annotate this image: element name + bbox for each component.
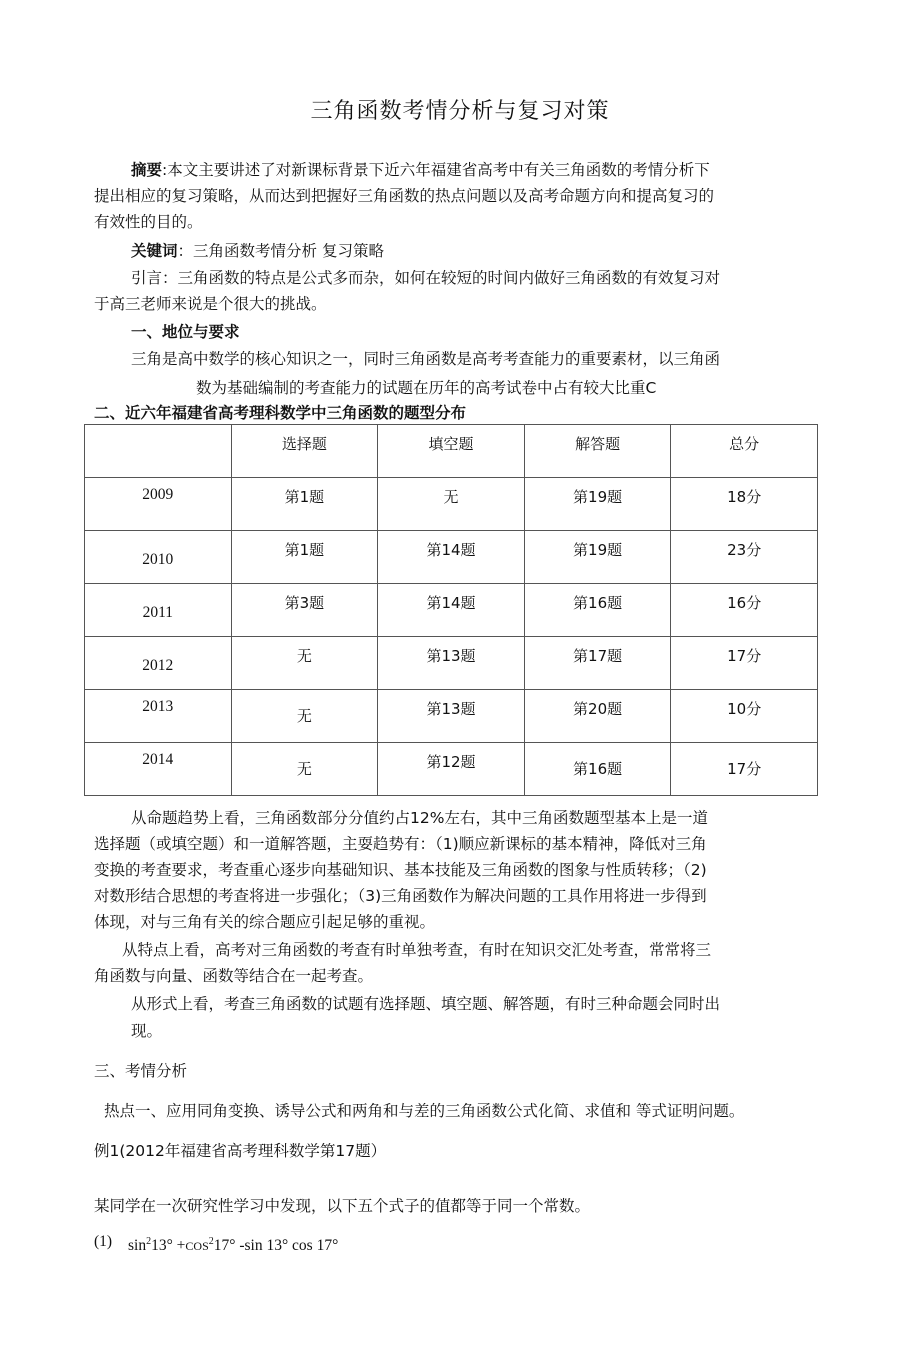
table-cell: 无	[231, 637, 378, 690]
table-row	[85, 743, 818, 796]
table-cell: 10分	[671, 690, 818, 743]
table-cell: 第16题	[524, 743, 671, 796]
abstract-line-2: 提出相应的复习策略，从而达到把握好三角函数的热点问题以及高考命题方向和提高复习的	[94, 187, 715, 205]
table-cell: 第20题	[524, 690, 671, 743]
table-cell: 第19题	[524, 531, 671, 584]
table-cell: 第3题	[231, 584, 378, 637]
table-row	[85, 690, 818, 743]
keywords-line	[131, 241, 384, 261]
formula-number: (1)	[94, 1233, 113, 1250]
keywords-text: ：三角函数考情分析 复习策略	[177, 242, 384, 260]
table-cell: 16分	[671, 584, 818, 637]
table-cell: 第1题	[231, 478, 378, 531]
keywords-label: 关键词	[131, 242, 178, 260]
form-line-1: 从形式上看，考查三角函数的试题有选择题、填空题、解答题，有时三种命题会同时出	[131, 995, 721, 1013]
table-cell: 第19题	[524, 478, 671, 531]
question-distribution-table	[84, 424, 818, 796]
formula-1: $\sin^213^\circ +COS^217^\circ$ -sin 13° cos 17°	[128, 1236, 339, 1255]
table-cell: 无	[231, 743, 378, 796]
problem-statement: 某同学在一次研究性学习中发现，以下五个式子的值都等于同一个常数。	[94, 1197, 591, 1215]
table-row	[85, 531, 818, 584]
table-cell: 第14题	[378, 531, 525, 584]
table-header-cell: 填空题	[378, 425, 525, 478]
section2-heading: 二、近六年福建省高考理科数学中三角函数的题型分布	[94, 404, 467, 422]
table-cell: 23分	[671, 531, 818, 584]
section1-line-2: 数为基础编制的考查能力的试题在历年的高考试卷中占有较大比重C	[196, 379, 657, 397]
table-cell: 17分	[671, 637, 818, 690]
trend-line-5: 体现，对与三角有关的综合题应引起足够的重视。	[94, 913, 436, 931]
section1-line-1: 三角是高中数学的核心知识之一，同时三角函数是高考考查能力的重要素材，以三角函	[131, 350, 721, 368]
feature-line-1: 从特点上看，高考对三角函数的考查有时单独考查，有时在知识交汇处考查，常常将三	[122, 941, 712, 959]
table-cell: 第17题	[524, 637, 671, 690]
table-cell: 第13题	[378, 637, 525, 690]
abstract-label: 摘要	[131, 161, 163, 179]
table-header-cell: 选择题	[231, 425, 378, 478]
trend-line-4: 对数形结合思想的考查将进一步强化；（3)三角函数作为解决问题的工具作用将进一步得到	[94, 887, 707, 905]
year-cell: 2013	[85, 690, 232, 743]
trend-line-1: 从命题趋势上看，三角函数部分分值约占12%左右，其中三角函数题型基本上是一道	[131, 809, 708, 827]
intro-line-1: 引言：三角函数的特点是公式多而杂，如何在较短的时间内做好三角函数的有效复习对	[131, 269, 721, 287]
trend-line-2: 选择题（或填空题）和一道解答题，主耍趋势有：（1)顺应新课标的基本精神，降低对三角	[94, 835, 707, 853]
table-cell: 第1题	[231, 531, 378, 584]
table-header-row	[85, 425, 818, 478]
year-cell: 2014	[85, 743, 232, 796]
form-line-2: 现。	[131, 1022, 163, 1040]
year-cell: 2009	[85, 478, 232, 531]
feature-line-2: 角函数与向量、函数等结合在一起考查。	[94, 967, 374, 985]
example-1-title: 例1(2012年福建省高考理科数学第17题）	[94, 1142, 387, 1160]
table-row	[85, 584, 818, 637]
table-cell: 第12题	[378, 743, 525, 796]
table-cell: 第16题	[524, 584, 671, 637]
year-cell: 2010	[85, 531, 232, 584]
section1-heading: 一、地位与要求	[131, 323, 240, 341]
section3-heading: 三、考情分析	[94, 1062, 188, 1080]
hot-point-1: 热点一、应用同角变换、诱导公式和两角和与差的三角函数公式化简、求值和 等式证明问题。	[104, 1102, 745, 1120]
table-cell: 无	[378, 478, 525, 531]
year-cell: 2012	[85, 637, 232, 690]
table-cell: 第13题	[378, 690, 525, 743]
table-row	[85, 637, 818, 690]
table-cell: 17分	[671, 743, 818, 796]
abstract-line-1	[131, 160, 710, 180]
trend-line-3: 变换的考查要求，考查重心逐步向基础知识、基本技能及三角函数的图象与性质转移；（2)	[94, 861, 707, 879]
page-title: 三角函数考情分析与复习对策	[310, 99, 610, 124]
table-cell: 无	[231, 690, 378, 743]
table-header-cell: 总分	[671, 425, 818, 478]
table-cell: 第14题	[378, 584, 525, 637]
intro-line-2: 于高三老师来说是个很大的挑战。	[94, 295, 327, 313]
year-cell: 2011	[85, 584, 232, 637]
abstract-text: :本文主要讲述了对新课标背景下近六年福建省高考中有关三角函数的考情分析下	[162, 161, 710, 179]
table-row	[85, 478, 818, 531]
table-header-cell: 解答题	[524, 425, 671, 478]
table-header-cell	[85, 425, 232, 478]
table-cell: 18分	[671, 478, 818, 531]
abstract-line-3: 有效性的目的。	[94, 213, 203, 231]
